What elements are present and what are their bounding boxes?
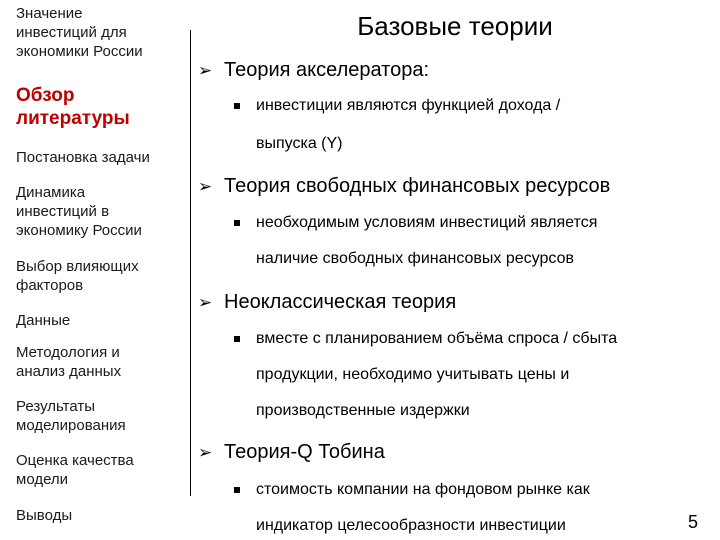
page-number: 5 [688,512,699,532]
arrow-bullet-icon: ➢ [198,443,213,462]
theory-detail-line: необходимым условиям инвестиций является [256,214,598,231]
theory-heading-text: Теория-Q Тобина [224,441,385,463]
theory-detail-line: инвестиции являются функцией дохода / [256,97,561,114]
theory-heading [198,290,718,315]
slide-title: Базовые теории [357,11,553,41]
sidebar-item-factor-selection[interactable] [16,257,186,295]
arrow-bullet-icon: ➢ [198,293,213,312]
theory-heading [198,440,718,465]
sidebar-divider [190,30,191,496]
sidebar-item-investment-value[interactable] [16,4,186,61]
theory-heading-text: Теория акселератора: [224,59,430,81]
theory-detail-line: стоимость компании на фондовом рынке как [256,481,590,498]
sidebar-item-label: Результаты моделирования [16,398,126,434]
sidebar-item-label: Выбор влияющих факторов [16,258,139,294]
square-bullet-icon [234,220,240,226]
theory-detail-line: индикатор целесообразности инвестиции [256,517,566,534]
sidebar-item-conclusions[interactable] [16,506,186,525]
arrow-bullet-icon: ➢ [198,61,213,80]
theory-detail-line: вместе с планированием объёма спроса / сбыта [256,330,618,347]
square-bullet-icon [234,336,240,342]
sidebar-item-investment-dynamics[interactable] [16,183,186,240]
sidebar-item-label: Выводы [16,507,73,524]
arrow-bullet-icon: ➢ [198,177,213,196]
sidebar-item-label: Оценка качества модели [16,452,134,488]
theory-detail-line: наличие свободных финансовых ресурсов [256,250,574,267]
sidebar-item-methodology[interactable] [16,343,186,381]
sidebar-item-data[interactable] [16,311,186,330]
theory-detail-line: производственные издержки [256,402,470,419]
sidebar-item-label: Методология и анализ данных [16,344,122,380]
theory-detail-line: выпуска (Y) [256,135,343,152]
sidebar-item-model-quality[interactable] [16,451,186,489]
sidebar-item-problem-statement[interactable] [16,148,186,167]
sidebar-item-label: Значение инвестиций для экономики России [16,5,143,60]
theory-heading [198,58,718,83]
theory-heading-text: Теория свободных финансовых ресурсов [224,175,611,197]
sidebar-item-modeling-results[interactable] [16,397,186,435]
sidebar-item-literature-review[interactable] [16,84,186,130]
sidebar-item-label: Обзор литературы [16,85,130,129]
sidebar-item-label: Постановка задачи [16,149,150,166]
square-bullet-icon [234,487,240,493]
theory-heading [198,174,718,199]
square-bullet-icon [234,103,240,109]
sidebar-item-label: Динамика инвестиций в экономику России [16,184,142,239]
sidebar-item-label: Данные [16,312,71,329]
theory-heading-text: Неоклассическая теория [224,291,457,313]
theory-detail-line: продукции, необходимо учитывать цены и [256,366,570,383]
